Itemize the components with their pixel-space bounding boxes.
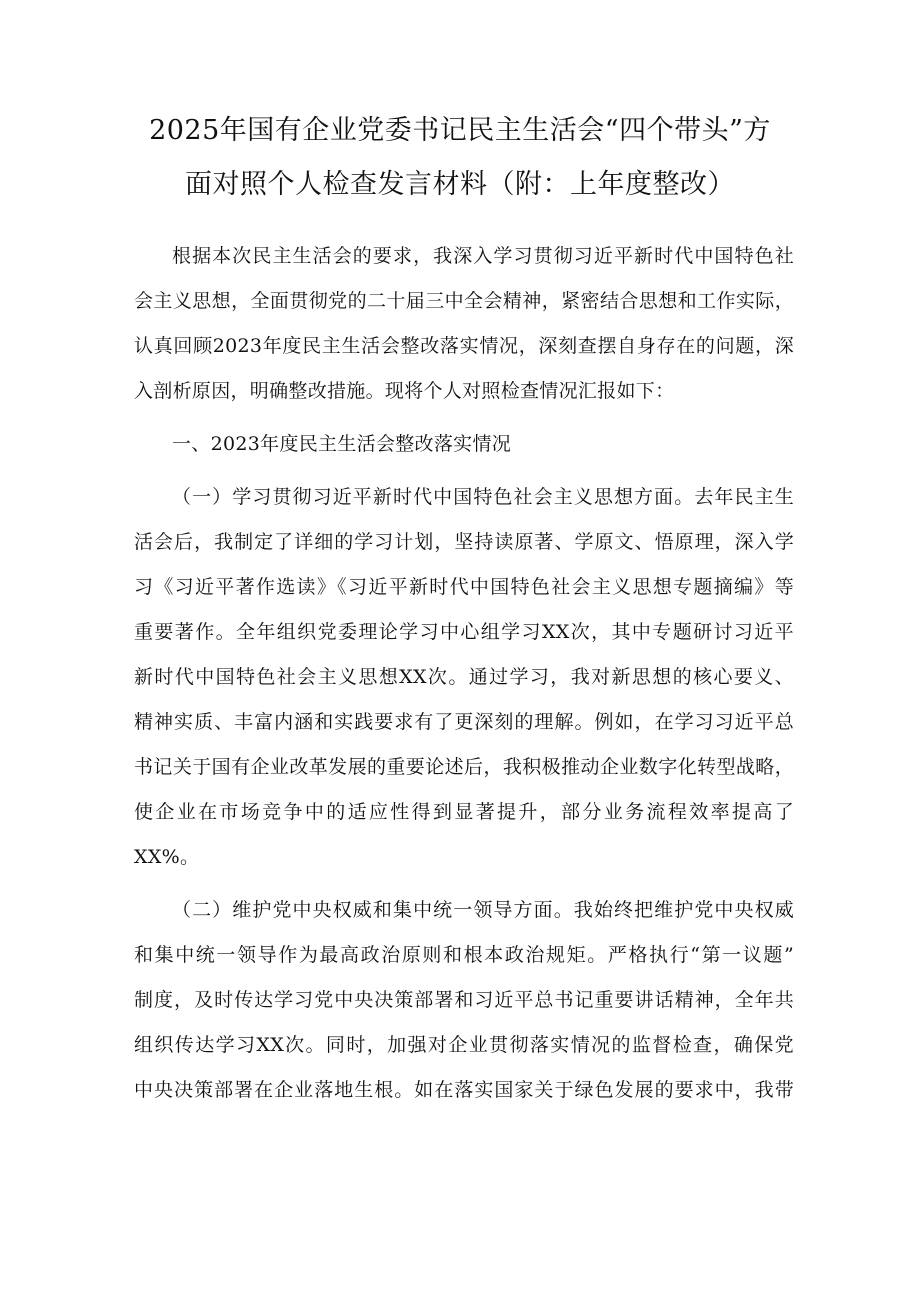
text-line: 中央决策部署在企业落地生根。如在落实国家关于绿色发展的要求中，我带 (134, 1079, 794, 1101)
section-heading (134, 422, 794, 467)
text-line: 一、2023年度民主生活会整改落实情况 (172, 433, 512, 455)
text-line: 重要著作。全年组织党委理论学习中心组学习XX次，其中专题研讨习近平 (134, 621, 794, 643)
text-line: 精神实质、丰富内涵和实践要求有了更深刻的理解。例如，在学习习近平总 (134, 711, 794, 733)
paragraph-authority (134, 888, 794, 1113)
text-line: 和集中统一领导作为最高政治原则和根本政治规矩。严格执行“第一议题” (134, 944, 794, 966)
text-line: （二）维护党中央权威和集中统一领导方面。我始终把维护党中央权威 (172, 899, 794, 921)
text-line: 制度，及时传达学习党中央决策部署和习近平总书记重要讲话精神，全年共 (134, 989, 794, 1011)
text-line: （一）学习贯彻习近平新时代中国特色社会主义思想方面。去年民主生 (172, 486, 794, 508)
paragraph-study (134, 475, 794, 880)
text-line: 新时代中国特色社会主义思想XX次。通过学习，我对新思想的核心要义、 (134, 666, 794, 688)
text-line: 会主义思想，全面贯彻党的二十届三中全会精神，紧密结合思想和工作实际， (134, 290, 794, 312)
text-line: 根据本次民主生活会的要求，我深入学习贯彻习近平新时代中国特色社 (172, 245, 794, 267)
text-line: 活会后，我制定了详细的学习计划，坚持读原著、学原文、悟原理，深入学 (134, 531, 794, 553)
document-title (110, 104, 810, 212)
text-line: 习《习近平著作选读》《习近平新时代中国特色社会主义思想专题摘编》等 (134, 576, 794, 598)
text-line: 认真回顾2023年度民主生活会整改落实情况，深刻查摆自身存在的问题，深 (134, 335, 794, 357)
document-body (134, 234, 794, 1113)
text-line: 组织传达学习XX次。同时，加强对企业贯彻落实情况的监督检查，确保党 (134, 1034, 794, 1056)
text-line: 入剖析原因，明确整改措施。现将个人对照检查情况汇报如下： (134, 380, 675, 402)
paragraph-intro (134, 234, 794, 414)
title-line: 面对照个人检查发言材料（附：上年度整改） (185, 169, 735, 200)
text-line: XX%。 (134, 846, 200, 868)
text-line: 书记关于国有企业改革发展的重要论述后，我积极推动企业数字化转型战略， (134, 756, 794, 778)
title-line: 2025年国有企业党委书记民主生活会“四个带头”方 (149, 115, 771, 146)
text-line: 使企业在市场竞争中的适应性得到显著提升，部分业务流程效率提高了 (134, 801, 794, 823)
